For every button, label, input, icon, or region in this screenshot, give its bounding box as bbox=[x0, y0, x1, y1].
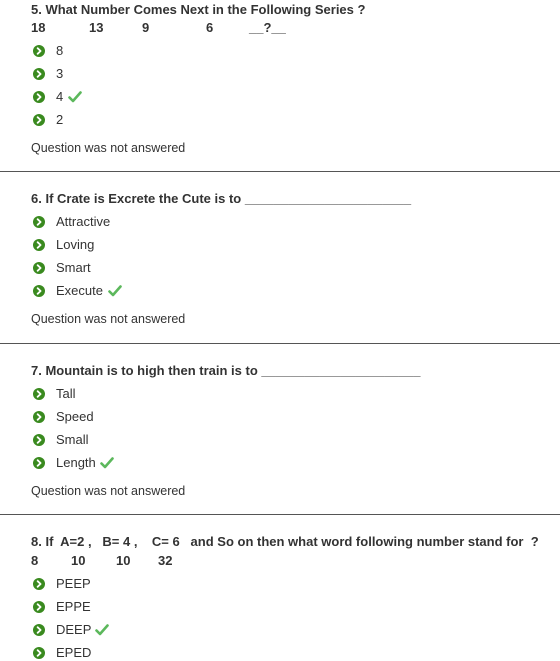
question-title: 7. Mountain is to high then train is to ______________________ bbox=[31, 363, 421, 378]
chevron-right-circle-icon bbox=[33, 624, 45, 636]
series-term: 6 bbox=[206, 20, 214, 35]
series-term: 32 bbox=[158, 553, 173, 568]
option-label: Loving bbox=[56, 237, 95, 252]
series-term: 10 bbox=[116, 553, 131, 568]
chevron-right-circle-icon bbox=[33, 285, 45, 297]
question-title: 6. If Crate is Excrete the Cute is to _______________________ bbox=[31, 191, 412, 206]
divider bbox=[0, 171, 560, 172]
checkmark-icon bbox=[108, 284, 122, 302]
chevron-right-circle-icon bbox=[33, 114, 45, 126]
option-label: Small bbox=[56, 432, 89, 447]
chevron-right-circle-icon bbox=[33, 68, 45, 80]
chevron-right-circle-icon bbox=[33, 388, 45, 400]
question-title: 8. If A=2 , B= 4 , C= 6 and So on then what word following number stand for ? bbox=[31, 534, 539, 549]
option-label: 4 bbox=[56, 89, 64, 104]
checkmark-icon bbox=[95, 623, 109, 641]
answer-status: Question was not answered bbox=[31, 141, 186, 155]
option-label: Attractive bbox=[56, 214, 111, 229]
divider bbox=[0, 514, 560, 515]
option-label: PEEP bbox=[56, 576, 91, 591]
checkmark-icon bbox=[100, 456, 114, 474]
series-term: 18 bbox=[31, 20, 46, 35]
chevron-right-circle-icon bbox=[33, 45, 45, 57]
option-label: EPPE bbox=[56, 599, 91, 614]
divider bbox=[0, 343, 560, 344]
option-label: 2 bbox=[56, 112, 64, 127]
option-label: DEEP bbox=[56, 622, 92, 637]
question-title: 5. What Number Comes Next in the Following Series ? bbox=[31, 2, 366, 17]
series-term: 10 bbox=[71, 553, 86, 568]
series-term: 8 bbox=[31, 553, 39, 568]
checkmark-icon bbox=[68, 90, 82, 108]
chevron-right-circle-icon bbox=[33, 434, 45, 446]
option-label: 8 bbox=[56, 43, 64, 58]
chevron-right-circle-icon bbox=[33, 411, 45, 423]
chevron-right-circle-icon bbox=[33, 601, 45, 613]
option-label: Tall bbox=[56, 386, 76, 401]
chevron-right-circle-icon bbox=[33, 91, 45, 103]
chevron-right-circle-icon bbox=[33, 578, 45, 590]
chevron-right-circle-icon bbox=[33, 262, 45, 274]
series-term: __?__ bbox=[249, 20, 286, 35]
series-term: 13 bbox=[89, 20, 104, 35]
series-term: 9 bbox=[142, 20, 150, 35]
option-label: Speed bbox=[56, 409, 94, 424]
option-label: 3 bbox=[56, 66, 64, 81]
option-label: Length bbox=[56, 455, 96, 470]
answer-status: Question was not answered bbox=[31, 312, 186, 326]
chevron-right-circle-icon bbox=[33, 239, 45, 251]
chevron-right-circle-icon bbox=[33, 647, 45, 659]
option-label: Smart bbox=[56, 260, 91, 275]
option-label: EPED bbox=[56, 645, 92, 660]
chevron-right-circle-icon bbox=[33, 216, 45, 228]
option-label: Execute bbox=[56, 283, 103, 298]
answer-status: Question was not answered bbox=[31, 484, 186, 498]
chevron-right-circle-icon bbox=[33, 457, 45, 469]
